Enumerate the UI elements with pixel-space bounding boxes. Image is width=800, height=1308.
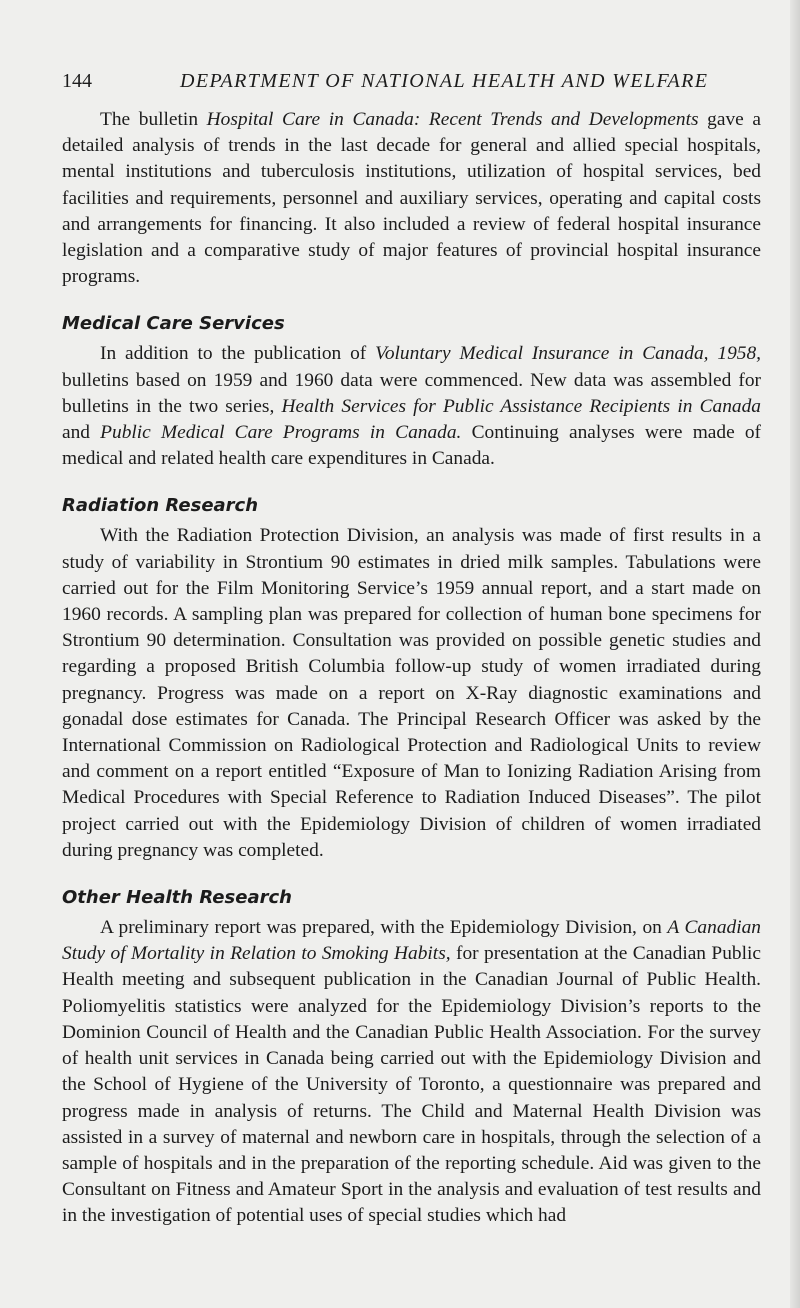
paragraph-text: and — [62, 422, 101, 444]
page-body — [62, 107, 761, 1230]
section-heading: Radiation Research — [62, 495, 259, 517]
italic-title-text: A Canadian Study of Mortality in Relation to Smoking Habits, — [62, 917, 761, 965]
paragraph-text: With the Radiation Protection Division, an analysis was made of first results in a study of variability in Strontium 90 estimates in dried milk samples. Tabulations were carried out for the Film Monitoring Service’s 1959 annual report, and a start made on 1960 records. A sampling plan was prepared for collection of human bone specimens for Strontium 90 determination. Consultation was provided on possible genetic studies and regarding a proposed British Columbia follow-up study of women irradiated during pregnancy. Progress was made on a report on X-Ray diagnostic examinations and gonadal dose estimates for Canada. The Principal Research Officer was asked by the International Commission on Radiological Protection and Radiological Units to review and comment on a report entitled “Exposure of Man to Ionizing Radiation Arising from Medical Procedures with Special Reference to Radiation Induced Diseases”. The pilot project carried out with the Epidemiology Division of children of women irradiated during pregnancy was completed. — [62, 525, 761, 861]
section-heading: Other Health Research — [62, 887, 292, 909]
paragraph-text: A preliminary report was prepared, with the Epidemiology Division, on — [100, 917, 668, 939]
paragraph-text: Continuing analyses were made of medical and related health care expenditures in Canada. — [62, 422, 762, 470]
body-paragraph — [62, 341, 761, 472]
page-edge-shadow — [790, 0, 800, 1308]
page-number: 144 — [62, 70, 92, 92]
italic-title-text: Public Medical Care Programs in Canada. — [100, 422, 462, 444]
running-header — [62, 68, 762, 94]
running-head-title: DEPARTMENT OF NATIONAL HEALTH AND WELFARE — [180, 70, 709, 92]
paragraph-text: for presentation at the Canadian Public Health meeting and subsequent publication in the Canadian Journal of Public Health. Poliomyelitis statistics were analyzed for the Epidemiology Division’s reports to the Dominion Council of Health and the Canadian Public Health Association. For the survey of health unit services in Canada being carried out with the Epidemiology Division and the School of Hygiene of the University of Toronto, a questionnaire was prepared and progress made in analysis of returns. The Child and Maternal Health Division was assisted in a survey of maternal and newborn care in hospitals, through the selection of a sample of hospitals and in the preparation of the reporting schedule. Aid was given to the Consultant on Fitness and Amateur Sport in the analysis and evaluation of test results and in the investigation of potential uses of special studies which had — [62, 943, 761, 1227]
italic-title-text: Health Services for Public Assistance Recipients in Canada — [281, 395, 761, 417]
paragraph-text: The bulletin — [100, 109, 207, 130]
body-paragraph — [62, 915, 761, 1229]
paragraph-text: In addition to the publication of — [100, 343, 376, 365]
section-heading: Medical Care Services — [62, 313, 285, 335]
body-paragraph — [62, 107, 761, 290]
paragraph-text: bulletins based on 1959 and 1960 data were commenced. New data was assembled for bulletins in the two series, — [62, 369, 761, 417]
italic-title-text: Hospital Care in Canada: Recent Trends and Developments — [206, 109, 699, 130]
paragraph-text: gave a detailed analysis of trends in the last decade for general and allied special hospitals, mental institutions and tuberculosis institutions, utilization of hospital services, bed facilities and requirements, personnel and auxiliary services, operating and capital costs and arrangements for financing. It also included a review of federal hospital insurance legislation and a comparative study of major features of provincial hospital insurance programs. — [62, 109, 761, 288]
italic-title-text: Voluntary Medical Insurance in Canada, 1958, — [375, 343, 762, 365]
body-paragraph — [62, 523, 761, 864]
